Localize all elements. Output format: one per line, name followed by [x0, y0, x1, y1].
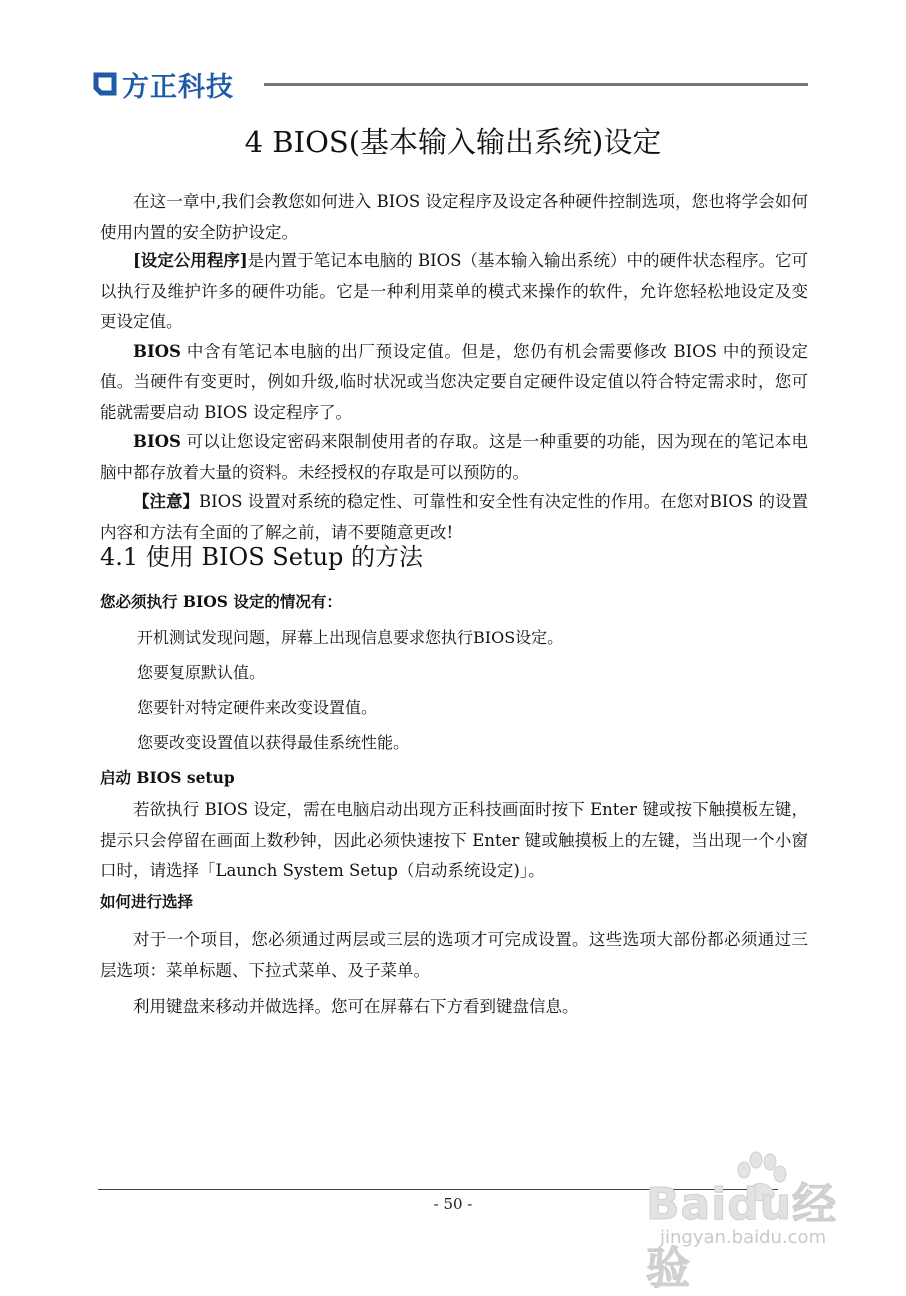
select-text-block: [100, 925, 808, 1023]
intro-paragraph-3: [100, 337, 808, 429]
intro-paragraph-1-text: 在这一章中,我们会教您如何进入 BIOS 设定程序及设定各种硬件控制选项，您也将学会如何使用内置的安全防护设定。: [100, 192, 808, 242]
intro-paragraph-4: [100, 427, 808, 488]
intro-paragraph-2-lead: [设定公用程序]: [133, 251, 248, 270]
note-text: BIOS 设置对系统的稳定性、可靠性和安全性有决定性的作用。在您对BIOS 的设置内容和方法有全面的了解之前，请不要随意更改!: [100, 492, 809, 542]
list-item: 您要改变设置值以获得最佳系统性能。: [137, 733, 410, 752]
need-list: [100, 620, 808, 760]
watermark: [646, 1150, 856, 1294]
list-item: 开机测试发现问题，屏幕上出现信息要求您执行BIOS设定。: [137, 628, 564, 647]
note-label: 【注意】: [133, 492, 200, 511]
start-paragraph: 若欲执行 BIOS 设定，需在电脑启动出现方正科技画面时按下 Enter 键或按下触摸板左键，提示只会停留在画面上数秒钟，因此必须快速按下 Enter 键或触摸板上的左键，当出现一个小窗口时，请选择「Launch System Setup（启动系统设定)」。: [100, 800, 808, 880]
intro-paragraph-2: [100, 246, 808, 338]
brand-name: 方正科技: [122, 71, 234, 103]
page-title: 4 BIOS(基本输入输出系统)设定: [244, 125, 662, 159]
page-number: - 50 -: [433, 1195, 473, 1213]
start-text-block: [100, 795, 808, 887]
intro-section: [100, 187, 808, 548]
intro-paragraph-1: [100, 187, 808, 248]
intro-paragraph-4-lead: BIOS: [133, 432, 181, 451]
list-item: 您要针对特定硬件来改变设置值。: [137, 698, 378, 717]
section-heading: 4.1 使用 BIOS Setup 的方法: [100, 543, 424, 571]
start-heading: 启动 BIOS setup: [100, 768, 235, 787]
watermark-brand: Baidu经验: [646, 1179, 838, 1294]
start-block: [100, 766, 808, 788]
intro-paragraph-4-text: 可以让您设定密码来限制使用者的存取。这是一种重要的功能，因为现在的笔记本电脑中都存放着大量的资料。未经授权的存取是可以预防的。: [100, 432, 808, 482]
need-block: [100, 590, 808, 612]
select-heading: 如何进行选择: [100, 892, 194, 911]
watermark-url: jingyan.baidu.com: [660, 1227, 827, 1248]
select-paragraph-2: 利用键盘来移动并做选择。您可在屏幕右下方看到键盘信息。: [133, 997, 579, 1016]
list-item: 您要复原默认值。: [137, 663, 266, 682]
section-4-1: [100, 537, 808, 572]
page-header: [92, 64, 808, 104]
logo-mark-icon: [92, 71, 118, 97]
header-rule: [264, 83, 808, 86]
need-heading: 您必须执行 BIOS 设定的情况有：: [100, 592, 342, 611]
intro-paragraph-3-text: 中含有笔记本电脑的出厂预设定值。但是，您仍有机会需要修改 BIOS 中的预设定值。当硬件有变更时，例如升级,临时状况或当您决定要自定硬件设定值以符合特定需求时，您可能就需要启动 BIOS 设定程序了。: [100, 341, 808, 422]
brand-logo: [92, 64, 234, 104]
intro-paragraph-3-lead: BIOS: [133, 341, 181, 361]
select-paragraph-1: 对于一个项目，您必须通过两层或三层的选项才可完成设置。这些选项大部份都必须通过三层选项：菜单标题、下拉式菜单、及子菜单。: [100, 930, 808, 980]
intro-paragraph-2-text: 是内置于笔记本电脑的 BIOS（基本输入输出系统）中的硬件状态程序。它可以执行及维护许多的硬件功能。它是一种利用菜单的模式来操作的软件，允许您轻松地设定及变更设定值。: [100, 251, 809, 331]
select-block: [100, 890, 808, 912]
